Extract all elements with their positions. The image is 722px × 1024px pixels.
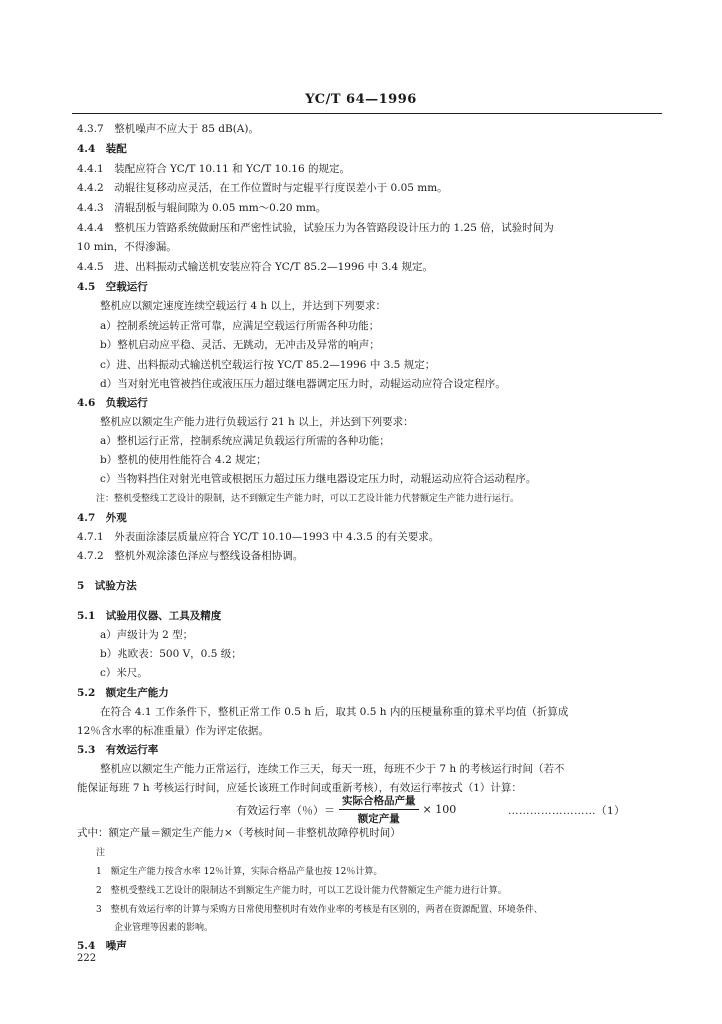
clause-4-4-1: 4.4.1 装配应符合 YC/T 10.11 和 YC/T 10.16 的规定。 — [77, 163, 351, 175]
section-5-2-text-cont: 12％含水率的标准重量）作为评定依据。 — [77, 725, 269, 737]
clause-4-4-2: 4.4.2 动辊往复移动应灵活，在工作位置时与定辊平行度误差小于 0.05 mm。 — [77, 182, 448, 194]
clause-4-3-7: 4.3.7 整机噪声不应大于 85 dB(A)。 — [77, 123, 259, 135]
clause-4-7-2: 4.7.2 整机外观涂漆色泽应与整线设备相协调。 — [77, 550, 304, 562]
chapter-5-heading: 5 试验方法 — [77, 580, 137, 592]
standard-code-header: YC/T 64—1996 — [305, 92, 417, 107]
list-item-4-6-a: a）整机运行正常，控制系统应满足负载运行所需的各种功能； — [100, 435, 390, 447]
section-4-6-heading: 4.6 负载运行 — [77, 397, 148, 409]
section-4-6-intro: 整机应以额定生产能力进行负载运行 21 h 以上，并达到下列要求： — [100, 416, 414, 428]
list-item-4-6-b: b）整机的使用性能符合 4.2 规定； — [100, 454, 267, 466]
section-4-5-heading: 4.5 空载运行 — [77, 281, 148, 293]
clause-4-4-4-cont: 10 min，不得渗漏。 — [77, 241, 177, 253]
efficiency-formula — [236, 793, 456, 826]
section-5-2-text: 在符合 4.1 工作条件下，整机正常工作 0.5 h 后，取其 0.5 h 内的压梗量称重的算术平均值（折算成 — [100, 706, 569, 718]
section-4-7-heading: 4.7 外观 — [77, 512, 127, 524]
section-4-5-intro: 整机应以额定速度连续空载运行 4 h 以上，并达到下列要求： — [100, 300, 386, 312]
section-5-3-text-cont: 能保证每班 7 h 考核运行时间，应延长该班工作时间或重新考核），有效运行率按式（1）计算： — [77, 782, 522, 794]
note-4-6: 注：整机受整线工艺设计的限制，达不到额定生产能力时，可以工艺设计能力代替额定生产能力进行运行。 — [96, 494, 520, 504]
note-3-cont: 企业管理等因素的影响。 — [114, 923, 214, 933]
section-5-2-heading: 5.2 额定生产能力 — [77, 687, 169, 699]
note-1: 1 额定生产能力按含水率 12％计算，实际合格品产量也按 12％计算。 — [96, 867, 383, 877]
section-5-1-heading: 5.1 试验用仪器、工具及精度 — [77, 610, 222, 622]
page-number: 222 — [77, 953, 97, 964]
formula-fraction — [339, 793, 419, 826]
clause-4-4-4: 4.4.4 整机压力管路系统做耐压和严密性试验，试验压力为各管路段设计压力的 1.25 倍，试验时间为 — [77, 222, 554, 234]
list-item-4-5-d: d）当对射光电管被挡住或液压压力超过继电器调定压力时，动辊运动应符合设定程序。 — [100, 378, 506, 390]
list-item-4-5-c: c）进、出料振动式输送机空载运行按 YC/T 85.2—1996 中 3.5 规定； — [100, 359, 436, 371]
header-rule — [72, 113, 662, 114]
section-5-3-heading: 5.3 有效运行率 — [77, 744, 159, 756]
formula-multiplier: × 100 — [422, 803, 457, 816]
clause-4-4-3: 4.4.3 清辊刮板与辊间隙为 0.05 mm～0.20 mm。 — [77, 202, 327, 214]
clause-4-7-1: 4.7.1 外表面涂漆层质量应符合 YC/T 10.10—1993 中 4.3.5 的有关要求。 — [77, 531, 440, 543]
formula-denominator: 额定产量 — [357, 813, 400, 825]
list-item-5-1-b: b）兆欧表：500 V，0.5 级； — [100, 648, 242, 660]
formula-where-clause: 式中：额定产量＝额定生产能力×（考核时间－非整机故障停机时间） — [77, 827, 401, 839]
section-4-4-heading: 4.4 装配 — [77, 143, 127, 155]
formula-lhs: 有效运行率（％）＝ — [236, 803, 335, 817]
list-item-4-6-c: c）当物料挡住对射光电管或根据压力超过压力继电器设定压力时，动辊运动应符合运动程序。 — [100, 473, 537, 485]
list-item-4-5-a: a）控制系统运转正常可靠，应满足空载运行所需各种功能； — [100, 320, 380, 332]
list-item-4-5-b: b）整机启动应平稳、灵活、无跳动，无冲击及异常的响声； — [100, 339, 380, 351]
section-5-3-text: 整机应以额定生产能力正常运行，连续工作三天，每天一班，每班不少于 7 h 的考核运行时间（若不 — [100, 763, 565, 775]
notes-heading: 注 — [96, 848, 106, 858]
list-item-5-1-a: a）声级计为 2 型； — [100, 629, 194, 641]
note-2: 2 整机受整线工艺设计的限制达不到额定生产能力时，可以工艺设计能力代替额定生产能力进行计算。 — [96, 886, 507, 896]
clause-4-4-5: 4.4.5 进、出料振动式输送机安装应符合 YC/T 85.2—1996 中 3.4 规定。 — [77, 261, 434, 273]
equation-number: ……………………（1） — [508, 805, 626, 817]
formula-numerator: 实际合格品产量 — [339, 793, 419, 810]
section-5-4-heading: 5.4 噪声 — [77, 940, 127, 952]
note-3: 3 整机有效运行率的计算与采购方日常使用整机时有效作业率的考核是有区别的，两者在资源配置、环境条件、 — [96, 905, 543, 915]
list-item-5-1-c: c）米尺。 — [100, 667, 148, 679]
